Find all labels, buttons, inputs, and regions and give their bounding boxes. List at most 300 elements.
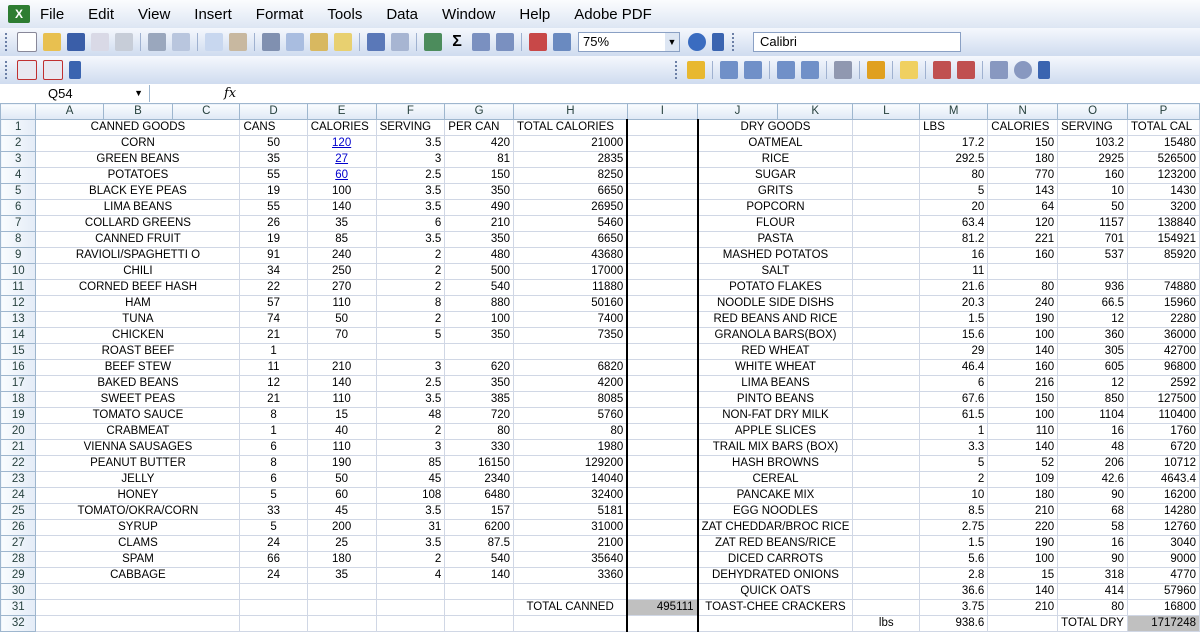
- cell-total-calories[interactable]: 8085: [514, 392, 628, 408]
- cell-calories[interactable]: [307, 616, 376, 632]
- cell-dry-good-name[interactable]: GRITS: [698, 184, 853, 200]
- cell-total-calories[interactable]: 35640: [514, 552, 628, 568]
- cell-dry-total[interactable]: TOTAL CAL: [1127, 120, 1199, 136]
- toolbar-options-icon[interactable]: [1038, 61, 1050, 79]
- column-header-d[interactable]: D: [240, 104, 307, 120]
- cell-dry-serving[interactable]: 66.5: [1058, 296, 1128, 312]
- cell-calories[interactable]: 210: [307, 360, 376, 376]
- cell-per-can[interactable]: 350: [445, 232, 514, 248]
- cell-l[interactable]: [853, 200, 920, 216]
- cell-total-calories[interactable]: [514, 584, 628, 600]
- cell-dry-total[interactable]: 4643.4: [1127, 472, 1199, 488]
- menu-help[interactable]: Help: [519, 5, 551, 23]
- cell-lbs[interactable]: 80: [920, 168, 988, 184]
- cell-calories[interactable]: CALORIES: [307, 120, 376, 136]
- help-icon[interactable]: [688, 33, 706, 51]
- cell-dry-total[interactable]: 85920: [1127, 248, 1199, 264]
- cell-lbs[interactable]: 81.2: [920, 232, 988, 248]
- cell-cans[interactable]: 5: [240, 488, 307, 504]
- cell-lbs[interactable]: 1.5: [920, 536, 988, 552]
- cell-total-calories[interactable]: 26950: [514, 200, 628, 216]
- cell-calories[interactable]: 70: [307, 328, 376, 344]
- cell-dry-serving[interactable]: 58: [1058, 520, 1128, 536]
- cell-lbs[interactable]: 6: [920, 376, 988, 392]
- cell-dry-good-name[interactable]: RED WHEAT: [698, 344, 853, 360]
- cell-serving[interactable]: [376, 584, 445, 600]
- row-header[interactable]: 8: [1, 232, 36, 248]
- row-header[interactable]: 6: [1, 200, 36, 216]
- cell-dry-calories[interactable]: 150: [988, 136, 1058, 152]
- cell-i[interactable]: [627, 360, 697, 376]
- cell-cans[interactable]: 21: [240, 328, 307, 344]
- cell-i[interactable]: [627, 136, 697, 152]
- cell-serving[interactable]: 5: [376, 328, 445, 344]
- cell-per-can[interactable]: 330: [445, 440, 514, 456]
- toolbar-grip[interactable]: [5, 33, 11, 51]
- toolbar-grip[interactable]: [732, 33, 738, 51]
- cell-dry-calories[interactable]: 140: [988, 344, 1058, 360]
- row-header[interactable]: 32: [1, 616, 36, 632]
- cell-dry-good-name[interactable]: ZAT CHEDDAR/BROC RICE: [698, 520, 853, 536]
- cell-dry-serving[interactable]: [1058, 264, 1128, 280]
- row-header[interactable]: 28: [1, 552, 36, 568]
- cell-total-calories[interactable]: 4200: [514, 376, 628, 392]
- cell-dry-serving[interactable]: 48: [1058, 440, 1128, 456]
- cell-dry-good-name[interactable]: HASH BROWNS: [698, 456, 853, 472]
- row-header[interactable]: 18: [1, 392, 36, 408]
- cell-serving[interactable]: 3.5: [376, 136, 445, 152]
- cell-lbs[interactable]: 5: [920, 184, 988, 200]
- column-header-c[interactable]: C: [173, 104, 240, 120]
- spelling-icon[interactable]: [205, 33, 223, 51]
- row-header[interactable]: 19: [1, 408, 36, 424]
- column-header-o[interactable]: O: [1058, 104, 1128, 120]
- cell-dry-total[interactable]: 36000: [1127, 328, 1199, 344]
- cell-serving[interactable]: 3.5: [376, 184, 445, 200]
- cell-l[interactable]: [853, 360, 920, 376]
- cell-serving[interactable]: [376, 344, 445, 360]
- cell-lbs[interactable]: 2.8: [920, 568, 988, 584]
- cell-i[interactable]: [627, 520, 697, 536]
- cell-calories[interactable]: 35: [307, 568, 376, 584]
- row-header[interactable]: 24: [1, 488, 36, 504]
- column-header-k[interactable]: K: [777, 104, 852, 120]
- cell-dry-good-name[interactable]: DEHYDRATED ONIONS: [698, 568, 853, 584]
- cell-i[interactable]: [627, 168, 697, 184]
- cell-i[interactable]: [627, 296, 697, 312]
- cell-dry-good-name[interactable]: ZAT RED BEANS/RICE: [698, 536, 853, 552]
- cell-canned-good-name[interactable]: SYRUP: [36, 520, 240, 536]
- cell-dry-serving[interactable]: 16: [1058, 536, 1128, 552]
- cell-total-calories[interactable]: 31000: [514, 520, 628, 536]
- cell-i[interactable]: [627, 584, 697, 600]
- convert-to-pdf-icon[interactable]: [17, 60, 37, 80]
- cell-cans[interactable]: 66: [240, 552, 307, 568]
- cell-total-calories[interactable]: 43680: [514, 248, 628, 264]
- cell-l[interactable]: [853, 456, 920, 472]
- cell-cans[interactable]: 6: [240, 440, 307, 456]
- cell-dry-good-name[interactable]: POPCORN: [698, 200, 853, 216]
- cell-cans[interactable]: 55: [240, 200, 307, 216]
- cell-total-calories[interactable]: 8250: [514, 168, 628, 184]
- cell-dry-serving[interactable]: 42.6: [1058, 472, 1128, 488]
- cell-serving[interactable]: 31: [376, 520, 445, 536]
- cell-cans[interactable]: 12: [240, 376, 307, 392]
- cell-calories[interactable]: 110: [307, 392, 376, 408]
- cell-dry-calories[interactable]: 220: [988, 520, 1058, 536]
- cell-dry-good-name[interactable]: TRAIL MIX BARS (BOX): [698, 440, 853, 456]
- cell-calories[interactable]: 100: [307, 184, 376, 200]
- cell-dry-good-name[interactable]: LIMA BEANS: [698, 376, 853, 392]
- cell-lbs[interactable]: 5.6: [920, 552, 988, 568]
- cell-cans[interactable]: 34: [240, 264, 307, 280]
- chevron-down-icon[interactable]: ▼: [665, 33, 679, 51]
- cell-per-can[interactable]: [445, 584, 514, 600]
- cell-dry-serving[interactable]: 537: [1058, 248, 1128, 264]
- cell-dry-calories[interactable]: [988, 616, 1058, 632]
- cell-dry-calories[interactable]: 64: [988, 200, 1058, 216]
- cell-dry-total[interactable]: 9000: [1127, 552, 1199, 568]
- cell-serving[interactable]: 3.5: [376, 504, 445, 520]
- cell-dry-total[interactable]: 15480: [1127, 136, 1199, 152]
- cell-canned-good-name[interactable]: BEEF STEW: [36, 360, 240, 376]
- cell-dry-calories[interactable]: [988, 264, 1058, 280]
- cell-lbs[interactable]: 21.6: [920, 280, 988, 296]
- cell-serving[interactable]: 4: [376, 568, 445, 584]
- cell-canned-good-name[interactable]: CHILI: [36, 264, 240, 280]
- cell-cans[interactable]: 8: [240, 456, 307, 472]
- open-icon[interactable]: [43, 33, 61, 51]
- remove-dependent-arrows-icon[interactable]: [801, 61, 819, 79]
- cell-l[interactable]: [853, 376, 920, 392]
- cell-dry-calories[interactable]: 100: [988, 408, 1058, 424]
- cell-l[interactable]: [853, 568, 920, 584]
- cell-calories[interactable]: [307, 136, 376, 152]
- row-header[interactable]: 4: [1, 168, 36, 184]
- cell-cans[interactable]: 33: [240, 504, 307, 520]
- cell-per-can[interactable]: 350: [445, 328, 514, 344]
- cell-dry-calories[interactable]: 143: [988, 184, 1058, 200]
- row-header[interactable]: 29: [1, 568, 36, 584]
- cell-cans[interactable]: 19: [240, 232, 307, 248]
- cell-calories[interactable]: [307, 152, 376, 168]
- cell-i[interactable]: [627, 504, 697, 520]
- cell-serving[interactable]: 2: [376, 424, 445, 440]
- cell-total-calories[interactable]: 7350: [514, 328, 628, 344]
- cell-dry-calories[interactable]: 180: [988, 152, 1058, 168]
- new-comment-icon[interactable]: [900, 61, 918, 79]
- cell-serving[interactable]: 6: [376, 216, 445, 232]
- cell-lbs[interactable]: 3.3: [920, 440, 988, 456]
- cell-dry-good-name[interactable]: QUICK OATS: [698, 584, 853, 600]
- cell-l[interactable]: [853, 584, 920, 600]
- cell-lbs[interactable]: 36.6: [920, 584, 988, 600]
- cell-serving[interactable]: 85: [376, 456, 445, 472]
- cell-serving[interactable]: 2: [376, 280, 445, 296]
- cell-canned-good-name[interactable]: GREEN BEANS: [36, 152, 240, 168]
- select-all-corner[interactable]: [1, 104, 36, 120]
- cell-calories[interactable]: 240: [307, 248, 376, 264]
- cell-dry-total[interactable]: 4770: [1127, 568, 1199, 584]
- cell-l[interactable]: [853, 392, 920, 408]
- column-header-l[interactable]: L: [853, 104, 920, 120]
- cell-cans[interactable]: 1: [240, 344, 307, 360]
- menu-tools[interactable]: Tools: [327, 5, 363, 23]
- cell-dry-serving[interactable]: 305: [1058, 344, 1128, 360]
- column-header-e[interactable]: E: [307, 104, 376, 120]
- cell-i[interactable]: [627, 424, 697, 440]
- cell-cans[interactable]: 24: [240, 568, 307, 584]
- cell-total-calories[interactable]: 17000: [514, 264, 628, 280]
- cell-canned-good-name[interactable]: SPAM: [36, 552, 240, 568]
- cell-lbs[interactable]: 1: [920, 424, 988, 440]
- cell-calories[interactable]: 140: [307, 376, 376, 392]
- menu-adobe-pdf[interactable]: Adobe PDF: [574, 5, 652, 23]
- cell-l[interactable]: [853, 504, 920, 520]
- column-header-g[interactable]: G: [445, 104, 514, 120]
- cell-per-can[interactable]: 500: [445, 264, 514, 280]
- cell-dry-good-name[interactable]: APPLE SLICES: [698, 424, 853, 440]
- row-header[interactable]: 20: [1, 424, 36, 440]
- cell-lbs[interactable]: 292.5: [920, 152, 988, 168]
- cell-dry-good-name[interactable]: NON-FAT DRY MILK: [698, 408, 853, 424]
- cell-l[interactable]: [853, 280, 920, 296]
- cell-dry-serving[interactable]: 414: [1058, 584, 1128, 600]
- row-header[interactable]: 13: [1, 312, 36, 328]
- cell-dry-calories[interactable]: 15: [988, 568, 1058, 584]
- cell-total-calories[interactable]: 5760: [514, 408, 628, 424]
- cell-total-calories[interactable]: 11880: [514, 280, 628, 296]
- cell-i[interactable]: [627, 328, 697, 344]
- cell-l[interactable]: [853, 136, 920, 152]
- cell-i[interactable]: [627, 456, 697, 472]
- cell-per-can[interactable]: 6480: [445, 488, 514, 504]
- cell-lbs[interactable]: 2: [920, 472, 988, 488]
- cell-canned-good-name[interactable]: CORNED BEEF HASH: [36, 280, 240, 296]
- cell-dry-total[interactable]: 16800: [1127, 600, 1199, 616]
- remove-all-arrows-icon[interactable]: [834, 61, 852, 79]
- cell-dry-total[interactable]: 138840: [1127, 216, 1199, 232]
- menu-insert[interactable]: Insert: [194, 5, 232, 23]
- cell-dry-good-name[interactable]: SUGAR: [698, 168, 853, 184]
- toolbar-grip[interactable]: [5, 61, 11, 79]
- cell-i[interactable]: [627, 312, 697, 328]
- error-checking-icon[interactable]: [867, 61, 885, 79]
- cell-canned-good-name[interactable]: BLACK EYE PEAS: [36, 184, 240, 200]
- cell-canned-good-name[interactable]: CLAMS: [36, 536, 240, 552]
- cell-dry-calories[interactable]: CALORIES: [988, 120, 1058, 136]
- format-painter-icon[interactable]: [334, 33, 352, 51]
- cell-per-can[interactable]: 540: [445, 280, 514, 296]
- cell-serving[interactable]: 48: [376, 408, 445, 424]
- cell-dry-serving[interactable]: 206: [1058, 456, 1128, 472]
- cell-per-can[interactable]: 350: [445, 184, 514, 200]
- cell-dry-serving[interactable]: 50: [1058, 200, 1128, 216]
- cell-serving[interactable]: 2: [376, 264, 445, 280]
- row-header[interactable]: 9: [1, 248, 36, 264]
- cell-i[interactable]: [627, 344, 697, 360]
- cell-dry-total[interactable]: 15960: [1127, 296, 1199, 312]
- cell-dry-good-name[interactable]: GRANOLA BARS(BOX): [698, 328, 853, 344]
- row-header[interactable]: 12: [1, 296, 36, 312]
- cell-i[interactable]: [627, 232, 697, 248]
- cell-serving[interactable]: [376, 600, 445, 616]
- cell-dry-good-name[interactable]: DICED CARROTS: [698, 552, 853, 568]
- cell-calories[interactable]: 45: [307, 504, 376, 520]
- cell-dry-serving[interactable]: 90: [1058, 552, 1128, 568]
- row-header[interactable]: 15: [1, 344, 36, 360]
- redo-icon[interactable]: [391, 33, 409, 51]
- cell-lbs[interactable]: 10: [920, 488, 988, 504]
- trace-error-icon[interactable]: [687, 61, 705, 79]
- cell-l[interactable]: [853, 296, 920, 312]
- cell-cans[interactable]: [240, 584, 307, 600]
- cell-dry-total[interactable]: 96800: [1127, 360, 1199, 376]
- cell-dry-serving[interactable]: 701: [1058, 232, 1128, 248]
- cell-dry-calories[interactable]: 210: [988, 504, 1058, 520]
- row-header[interactable]: 7: [1, 216, 36, 232]
- cell-total-calories[interactable]: 129200: [514, 456, 628, 472]
- cell-dry-calories[interactable]: 150: [988, 392, 1058, 408]
- cell-per-can[interactable]: 480: [445, 248, 514, 264]
- cell-l[interactable]: lbs: [853, 616, 920, 632]
- cell-canned-good-name[interactable]: CANNED FRUIT: [36, 232, 240, 248]
- cell-dry-serving[interactable]: 936: [1058, 280, 1128, 296]
- column-header-b[interactable]: B: [103, 104, 172, 120]
- cell-i[interactable]: [627, 184, 697, 200]
- row-header[interactable]: 16: [1, 360, 36, 376]
- cell-dry-total[interactable]: 57960: [1127, 584, 1199, 600]
- sort-descending-icon[interactable]: [496, 33, 514, 51]
- cell-lbs[interactable]: 29: [920, 344, 988, 360]
- cell-total-calories[interactable]: 6650: [514, 184, 628, 200]
- cell-dry-calories[interactable]: 216: [988, 376, 1058, 392]
- cell-l[interactable]: [853, 216, 920, 232]
- cell-i[interactable]: [627, 152, 697, 168]
- cell-dry-good-name[interactable]: PASTA: [698, 232, 853, 248]
- cell-dry-total[interactable]: 12760: [1127, 520, 1199, 536]
- cell-l[interactable]: [853, 120, 920, 136]
- cell-dry-total[interactable]: 10712: [1127, 456, 1199, 472]
- cell-dry-good-name[interactable]: SALT: [698, 264, 853, 280]
- cell-dry-serving[interactable]: 2925: [1058, 152, 1128, 168]
- cell-i[interactable]: [627, 552, 697, 568]
- permission-icon[interactable]: [91, 33, 109, 51]
- cell-cans[interactable]: 5: [240, 520, 307, 536]
- cell-lbs[interactable]: 20: [920, 200, 988, 216]
- cell-calories[interactable]: 180: [307, 552, 376, 568]
- menu-file[interactable]: File: [40, 5, 65, 23]
- cell-serving[interactable]: 3.5: [376, 200, 445, 216]
- cell-lbs[interactable]: 1.5: [920, 312, 988, 328]
- cell-lbs[interactable]: 3.75: [920, 600, 988, 616]
- cell-dry-serving[interactable]: 1157: [1058, 216, 1128, 232]
- menu-data[interactable]: Data: [386, 5, 419, 23]
- cell-dry-calories[interactable]: 160: [988, 248, 1058, 264]
- cell-dry-total[interactable]: 110400: [1127, 408, 1199, 424]
- column-header-h[interactable]: H: [514, 104, 628, 120]
- cell-dry-calories[interactable]: 109: [988, 472, 1058, 488]
- cell-cans[interactable]: 26: [240, 216, 307, 232]
- cell-cans[interactable]: 74: [240, 312, 307, 328]
- cell-per-can[interactable]: 81: [445, 152, 514, 168]
- cell-serving[interactable]: 45: [376, 472, 445, 488]
- column-header-a[interactable]: A: [36, 104, 103, 120]
- cell-serving[interactable]: 2.5: [376, 168, 445, 184]
- menu-edit[interactable]: Edit: [88, 5, 115, 23]
- cell-total-calories[interactable]: 3360: [514, 568, 628, 584]
- cell-cans[interactable]: CANS: [240, 120, 307, 136]
- cell-dry-good-name[interactable]: DRY GOODS: [698, 120, 853, 136]
- cell-dry-good-name[interactable]: NOODLE SIDE DISHS: [698, 296, 853, 312]
- cell-cans[interactable]: 57: [240, 296, 307, 312]
- cell-per-can[interactable]: [445, 600, 514, 616]
- autosum-icon[interactable]: Σ: [452, 33, 462, 50]
- font-name-field[interactable]: Calibri: [753, 32, 961, 52]
- cell-canned-good-name[interactable]: TUNA: [36, 312, 240, 328]
- cell-canned-good-name[interactable]: PEANUT BUTTER: [36, 456, 240, 472]
- cell-canned-good-name[interactable]: CABBAGE: [36, 568, 240, 584]
- menu-format[interactable]: Format: [255, 5, 304, 23]
- cell-canned-good-name[interactable]: TOMATO SAUCE: [36, 408, 240, 424]
- cell-calories[interactable]: 15: [307, 408, 376, 424]
- cell-calories[interactable]: 50: [307, 472, 376, 488]
- cell-per-can[interactable]: 140: [445, 568, 514, 584]
- menu-window[interactable]: Window: [442, 5, 496, 23]
- cell-per-can[interactable]: 210: [445, 216, 514, 232]
- cell-dry-good-name[interactable]: PANCAKE MIX: [698, 488, 853, 504]
- cell-canned-good-name[interactable]: SWEET PEAS: [36, 392, 240, 408]
- cell-calories[interactable]: 25: [307, 536, 376, 552]
- trace-precedents-icon[interactable]: [720, 61, 738, 79]
- zoom-select[interactable]: [578, 32, 680, 52]
- cell-total-calories[interactable]: 14040: [514, 472, 628, 488]
- cell-total-calories[interactable]: TOTAL CANNED: [514, 600, 628, 616]
- cell-total-calories[interactable]: 2835: [514, 152, 628, 168]
- cell-dry-serving[interactable]: SERVING: [1058, 120, 1128, 136]
- cell-serving[interactable]: 3.5: [376, 392, 445, 408]
- undo-icon[interactable]: [367, 33, 385, 51]
- cell-dry-total[interactable]: 526500: [1127, 152, 1199, 168]
- cell-cans[interactable]: 22: [240, 280, 307, 296]
- cell-per-can[interactable]: 385: [445, 392, 514, 408]
- cell-calories[interactable]: 270: [307, 280, 376, 296]
- cell-l[interactable]: [853, 152, 920, 168]
- cell-dry-good-name[interactable]: OATMEAL: [698, 136, 853, 152]
- cell-per-can[interactable]: 80: [445, 424, 514, 440]
- row-header[interactable]: 5: [1, 184, 36, 200]
- cell-cans[interactable]: 6: [240, 472, 307, 488]
- cell-l[interactable]: [853, 520, 920, 536]
- cell-dry-calories[interactable]: 52: [988, 456, 1058, 472]
- cell-serving[interactable]: SERVING: [376, 120, 445, 136]
- cell-calories[interactable]: 200: [307, 520, 376, 536]
- new-icon[interactable]: [17, 32, 37, 52]
- cell-dry-good-name[interactable]: CEREAL: [698, 472, 853, 488]
- cell-serving[interactable]: 3.5: [376, 232, 445, 248]
- cell-cans[interactable]: 35: [240, 152, 307, 168]
- cell-canned-good-name[interactable]: COLLARD GREENS: [36, 216, 240, 232]
- circle-invalid-data-icon[interactable]: [933, 61, 951, 79]
- cell-dry-serving[interactable]: 12: [1058, 376, 1128, 392]
- total-canned-value[interactable]: 495111: [627, 600, 697, 616]
- hyperlink-icon[interactable]: [424, 33, 442, 51]
- cell-calories[interactable]: 250: [307, 264, 376, 280]
- row-header[interactable]: 14: [1, 328, 36, 344]
- cell-dry-total[interactable]: 123200: [1127, 168, 1199, 184]
- cell-canned-good-name[interactable]: [36, 600, 240, 616]
- cell-dry-good-name[interactable]: FLOUR: [698, 216, 853, 232]
